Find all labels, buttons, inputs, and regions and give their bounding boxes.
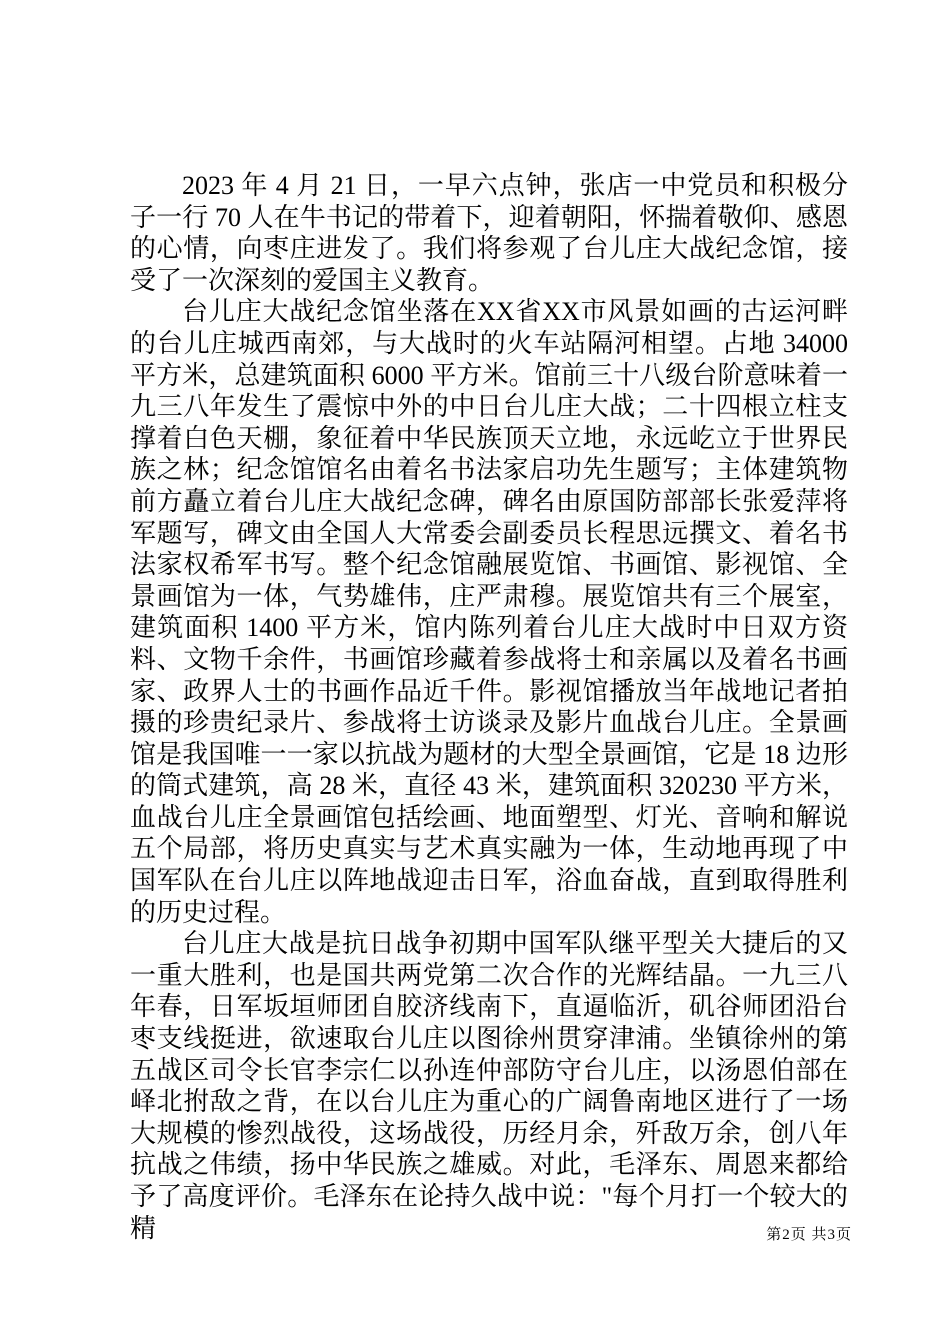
- paragraph-1: 2023 年 4 月 21 日，一早六点钟，张店一中党员和积极分子一行 70 人在牛书记的带着下，迎着朝阳，怀揣着敬仰、感恩的心情，向枣庄进发了。我们将参观了台儿庄大战纪念馆，接受了一次深刻的爱国主义教育。: [130, 171, 848, 295]
- document-body: [130, 170, 848, 1244]
- paragraph-2: 台儿庄大战纪念馆坐落在XX省XX市风景如画的古运河畔的台儿庄城西南郊，与大战时的火车站隔河相望。占地 34000 平方米，总建筑面积 6000 平方米。馆前三十八级台阶意味着一九三八年发生了震惊中外的中日台儿庄大战；二十四根立柱支撑着白色天棚，象征着中华民族顶天立地，永远屹立于世界民族之林；纪念馆馆名由着名书法家启功先生题写；主体建筑物前方矗立着台儿庄大战纪念碑，碑名由原国防部部长张爱萍将军题写，碑文由全国人大常委会副委员长程思远撰文、着名书法家权希军书写。整个纪念馆融展览馆、书画馆、影视馆、全景画馆为一体，气势雄伟，庄严肃穆。展览馆共有三个展室，建筑面积 1400 平方米，馆内陈列着台儿庄大战时中日双方资料、文物千余件，书画馆珍藏着参战将士和亲属以及着名书画家、政界人士的书画作品近千件。影视馆播放当年战地记者拍摄的珍贵纪录片、参战将士访谈录及影片血战台儿庄。全景画馆是我国唯一一家以抗战为题材的大型全景画馆，它是 18 边形的筒式建筑，高 28 米，直径 43 米，建筑面积 320230 平方米，血战台儿庄全景画馆包括绘画、地面塑型、灯光、音响和解说五个局部，将历史真实与艺术真实融为一体，生动地再现了中国军队在台儿庄以阵地战迎击日军，浴血奋战，直到取得胜利的历史过程。: [130, 297, 848, 927]
- page-number-footer: 第2页 共3页: [766, 1227, 852, 1243]
- paragraph-3: 台儿庄大战是抗日战争初期中国军队继平型关大捷后的又一重大胜利，也是国共两党第二次合作的光辉结晶。一九三八年春，日军坂垣师团自胶济线南下，直逼临沂，矶谷师团沿台枣支线挺进，欲速取台儿庄以图徐州贯穿津浦。坐镇徐州的第五战区司令长官李宗仁以孙连仲部防守台儿庄，以汤恩伯部在峄北拊敌之背，在以台儿庄为重心的广阔鲁南地区进行了一场大规模的惨烈战役，这场战役，历经月余，歼敌万余，创八年抗战之伟绩，扬中华民族之雄威。对此，毛泽东、周恩来都给予了高度评价。毛泽东在论持久战中说："每个月打一个较大的精: [130, 929, 848, 1243]
